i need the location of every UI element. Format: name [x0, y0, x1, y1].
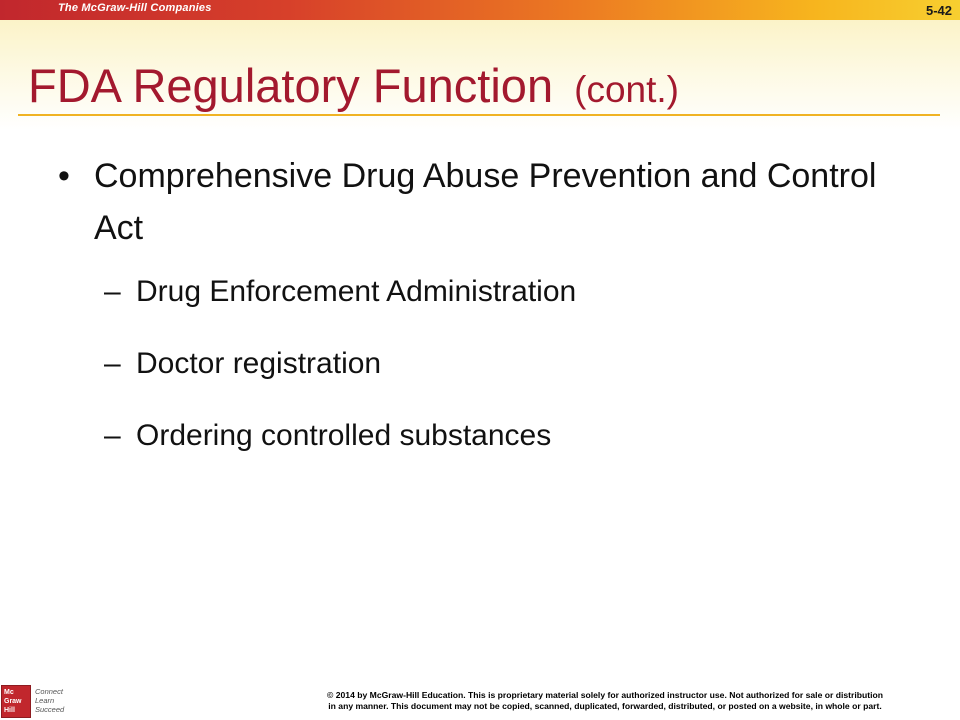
sub-bullet-text: Drug Enforcement Administration [136, 275, 577, 308]
tagline [35, 687, 95, 714]
copyright-notice [260, 690, 950, 712]
top-banner [0, 0, 960, 20]
tagline-line: Learn [35, 696, 55, 705]
dash-icon: – [104, 275, 121, 308]
logo-text-line: Mc [4, 689, 14, 696]
logo-text-line: Graw [4, 698, 22, 705]
slide-title [28, 58, 679, 113]
slide-title-main: FDA Regulatory Function [28, 59, 554, 112]
sub-bullet-text: Ordering controlled substances [136, 419, 552, 452]
bullet-icon: • [58, 157, 70, 195]
dash-icon: – [104, 347, 121, 380]
slide-number: 5-42 [925, 3, 952, 18]
sub-bullet-item [104, 414, 884, 486]
sub-bullet-list [104, 270, 884, 486]
mcgraw-hill-logo [1, 685, 31, 718]
title-underline [18, 114, 940, 116]
copyright-line: in any manner. This document may not be copied, scanned, duplicated, forwarded, distributed, or posted on a website, in whole or part. [328, 701, 882, 711]
sub-bullet-item [104, 342, 884, 414]
sub-bullet-item [104, 270, 884, 342]
publisher-logo: The McGraw-Hill Companies [58, 2, 212, 14]
sub-bullet-text: Doctor registration [136, 347, 382, 380]
dash-icon: – [104, 419, 121, 452]
logo-text-line: Hill [4, 707, 15, 714]
copyright-line: © 2014 by McGraw-Hill Education. This is proprietary material solely for authorized instructor use. Not authorized for sale or distribution [327, 690, 883, 700]
tagline-line: Succeed [35, 705, 65, 714]
bullet-text: Comprehensive Drug Abuse Prevention and Control Act [94, 157, 877, 247]
tagline-line: Connect [35, 687, 63, 696]
slide-title-suffix: (cont.) [574, 69, 679, 110]
bullet-item [58, 150, 878, 254]
